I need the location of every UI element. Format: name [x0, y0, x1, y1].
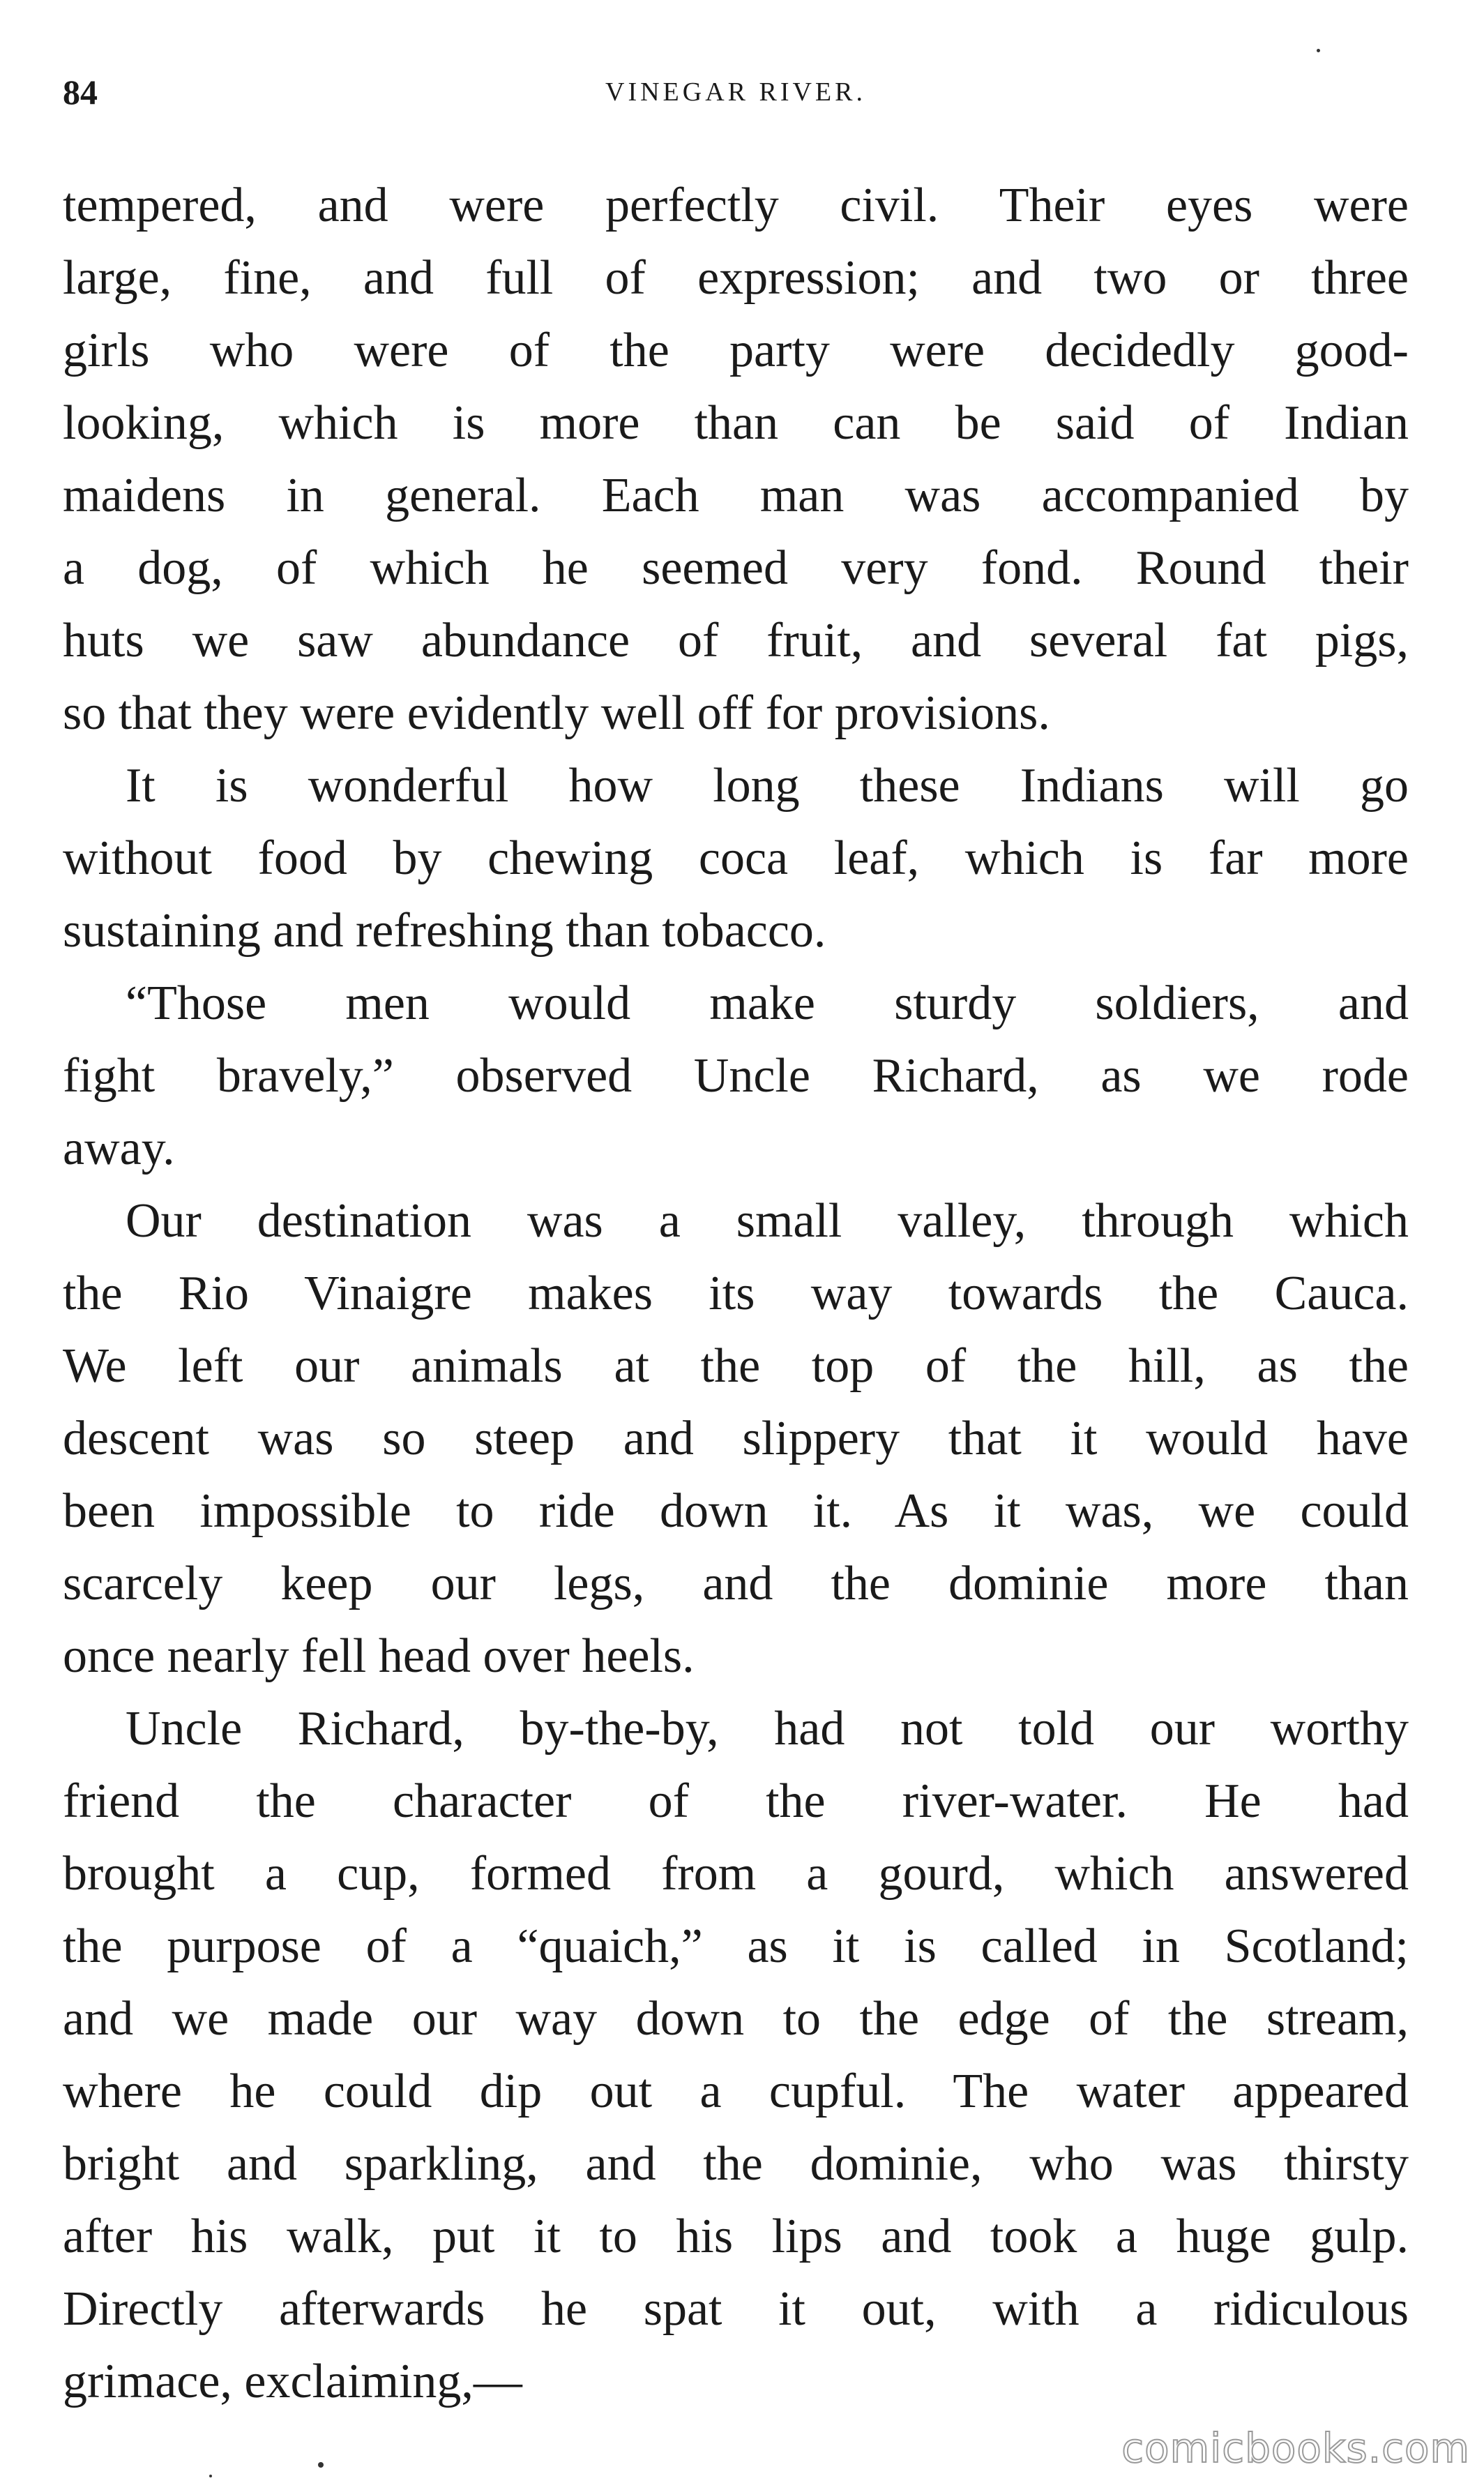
- paragraph: [63, 1693, 1409, 2418]
- paragraph: [63, 750, 1409, 967]
- text-line: after his walk, put it to his lips and took a huge gulp.: [63, 2210, 1409, 2263]
- text-line: It is wonderful how long these Indians will go: [126, 759, 1409, 813]
- text-line: descent was so steep and slippery that it would have: [63, 1412, 1409, 1465]
- text-line: We left our animals at the top of the hill, as the: [63, 1339, 1409, 1393]
- text-line: large, fine, and full of expression; and two or three: [63, 251, 1409, 305]
- text-line: the purpose of a “quaich,” as it is called in Scotland;: [63, 1919, 1409, 1973]
- text-line: huts we saw abundance of fruit, and several fat pigs,: [63, 614, 1409, 667]
- text-line: maidens in general. Each man was accompanied by: [63, 469, 1409, 522]
- paragraph: [63, 967, 1409, 1185]
- text-line: once nearly fell head over heels.: [63, 1629, 695, 1683]
- watermark: comicbooks.com: [1121, 2424, 1470, 2472]
- text-line: where he could dip out a cupful. The water appeared: [63, 2065, 1409, 2118]
- text-line: sustaining and refreshing than tobacco.: [63, 904, 826, 958]
- text-line: scarcely keep our legs, and the dominie more than: [63, 1557, 1409, 1610]
- text-line: away.: [63, 1122, 175, 1175]
- text-line: Uncle Richard, by-the-by, had not told our worthy: [126, 1702, 1409, 1756]
- paragraph: [63, 1185, 1409, 1693]
- text-line: looking, which is more than can be said of Indian: [63, 396, 1409, 450]
- text-line: a dog, of which he seemed very fond. Round their: [63, 541, 1409, 595]
- text-line: tempered, and were perfectly civil. Their eyes were: [63, 179, 1409, 232]
- text-line: Our destination was a small valley, through which: [126, 1194, 1409, 1248]
- text-line: “Those men would make sturdy soldiers, and: [126, 976, 1409, 1030]
- paragraph: [63, 169, 1409, 750]
- text-line: and we made our way down to the edge of the stream,: [63, 1992, 1409, 2046]
- text-line: bright and sparkling, and the dominie, who was thirsty: [63, 2137, 1409, 2191]
- text-line: so that they were evidently well off for provisions.: [63, 686, 1050, 740]
- text-line: the Rio Vinaigre makes its way towards the Cauca.: [63, 1267, 1409, 1320]
- ink-speck: [318, 2462, 324, 2468]
- text-line: been impossible to ride down it. As it was, we could: [63, 1484, 1409, 1538]
- text-line: without food by chewing coca leaf, which is far more: [63, 831, 1409, 885]
- text-line: girls who were of the party were decidedly good-: [63, 324, 1409, 377]
- ink-speck: [209, 2475, 212, 2477]
- text-line: fight bravely,” observed Uncle Richard, as we rode: [63, 1049, 1409, 1103]
- running-head: [63, 64, 1409, 120]
- text-line: Directly afterwards he spat it out, with a ridiculous: [63, 2282, 1409, 2336]
- text-line: grimace, exclaiming,—: [63, 2355, 522, 2408]
- body-text: [63, 169, 1409, 2418]
- text-line: friend the character of the river-water. He had: [63, 1774, 1409, 1828]
- ink-speck: [1317, 49, 1320, 52]
- text-line: brought a cup, formed from a gourd, which answered: [63, 1847, 1409, 1901]
- running-title: VINEGAR RIVER.: [605, 77, 866, 107]
- page-number: 84: [63, 73, 98, 112]
